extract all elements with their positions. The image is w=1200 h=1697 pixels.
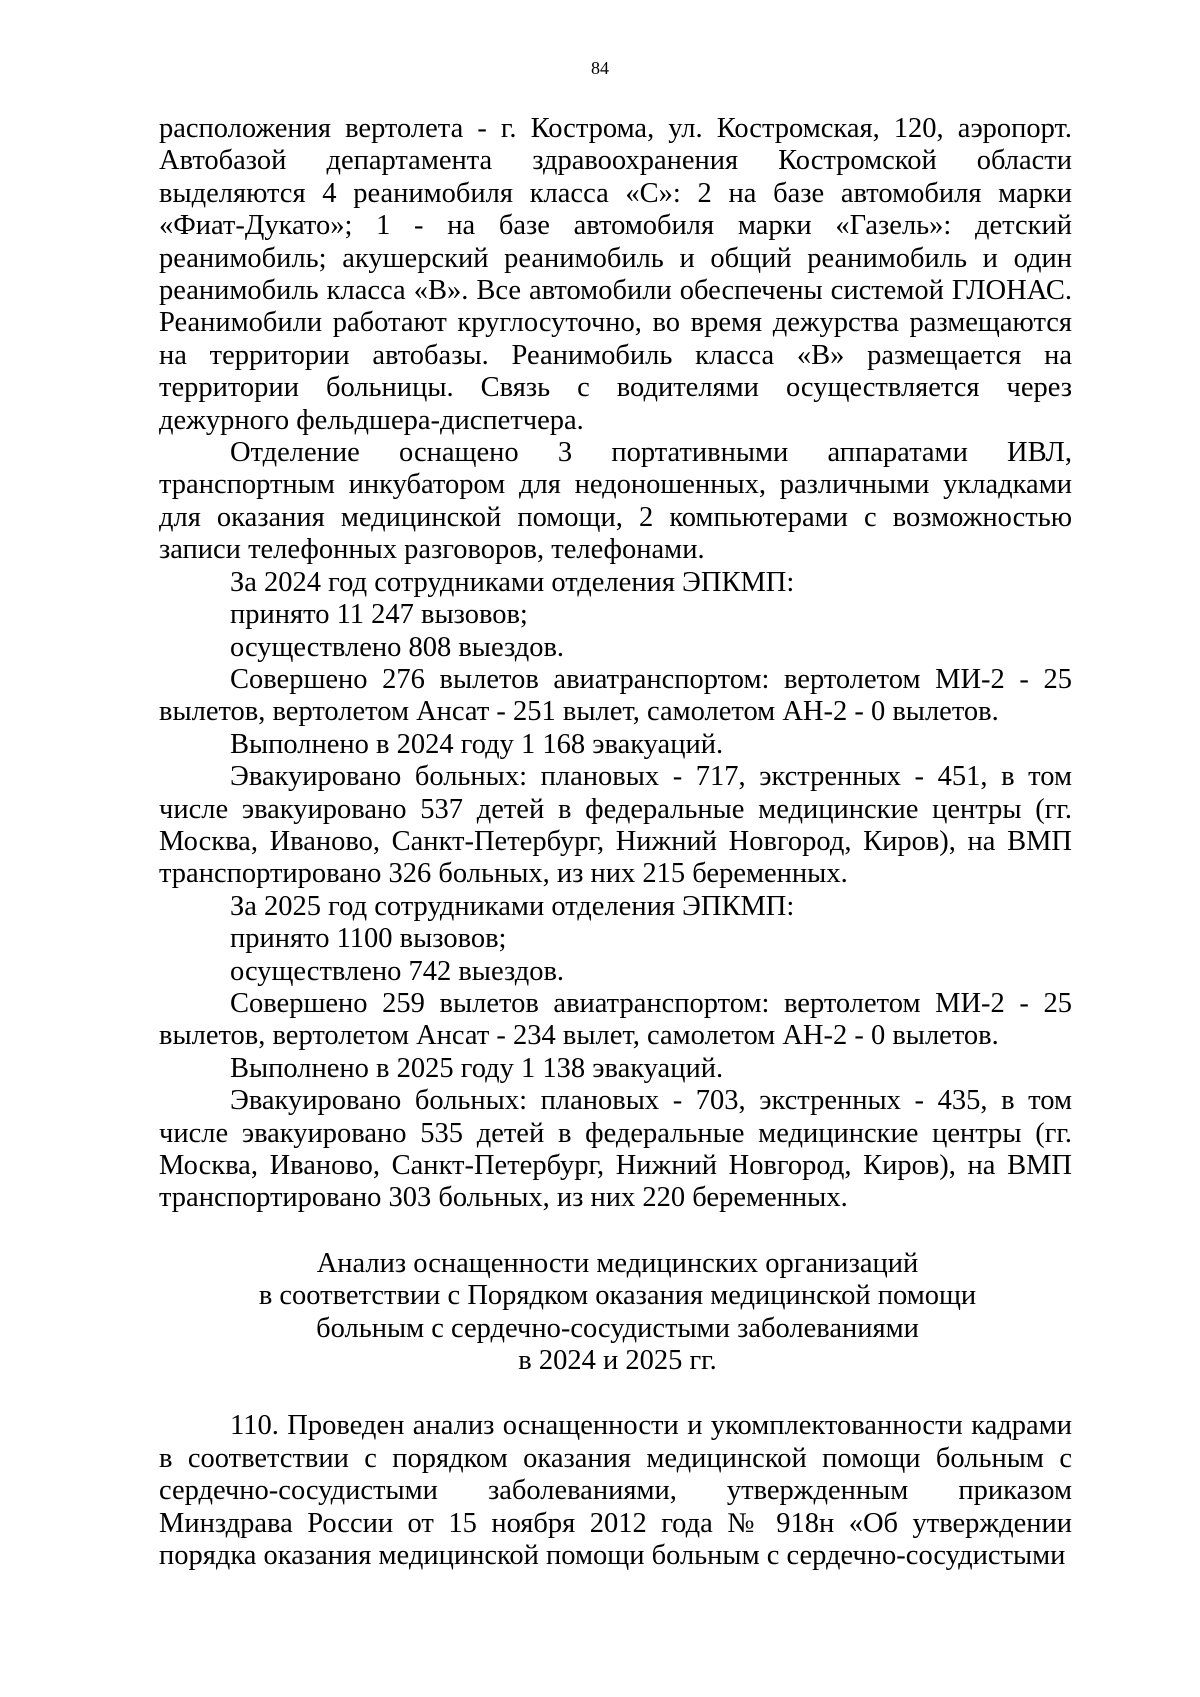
line-2025-intro: За 2025 год сотрудниками отделения ЭПКМП:: [230, 890, 795, 922]
paragraph-2025-evacuated: Эвакуировано больных: плановых - 703, экстренных - 435, в том числе эвакуировано 535 детей в федеральные медицинские центры (гг. Москва, Иваново, Санкт-Петербург, Нижний Новгород, Киров), на ВМП транспортировано 303 больных, из них 220 беременных.: [159, 1085, 1072, 1214]
spacer: [159, 1215, 1072, 1248]
page-body: [159, 113, 1072, 1572]
paragraph-helicopter-ambulances: расположения вертолета - г. Кострома, ул. Костромская, 120, аэропорт. Автобазой департамента здравоохранения Костромской области выделяются 4 реанимобиля класса «С»: 2 на базе автомобиля марки «Фиат-Дукато»; 1 - на базе автомобиля марки «Газель»: детский реанимобиль; акушерский реанимобиль и общий реанимобиль и один реанимобиль класса «В». Все автомобили обеспечены системой ГЛОНАС. Реанимобили работают круглосуточно, во время дежурства размещаются на территории автобазы. Реанимобиль класса «В» размещается на территории больницы. Связь с водителями осуществляется через дежурного фельдшера-диспетчера.: [159, 113, 1072, 436]
paragraph-equipment: Отделение оснащено 3 портативными аппаратами ИВЛ, транспортным инкубатором для недоношенных, различными укладками для оказания медицинской помощи, 2 компьютерами с возможностью записи телефонных разговоров, телефонами.: [159, 437, 1072, 566]
section-heading: [159, 1248, 1072, 1378]
section-heading-line: больным с сердечно-сосудистыми заболеваниями: [316, 1312, 919, 1344]
spacer: [159, 1377, 1072, 1410]
paragraph-2024-flights: Совершено 276 вылетов авиатранспортом: вертолетом МИ-2 - 25 вылетов, вертолетом Ансат - 251 вылет, самолетом АН-2 - 0 вылетов.: [159, 663, 1072, 728]
line-2025-evacuations: Выполнено в 2025 году 1 138 эвакуаций.: [230, 1052, 724, 1084]
line-2024-calls: принято 11 247 вызовов;: [230, 599, 528, 631]
section-heading-line: Анализ оснащенности медицинских организаций: [316, 1247, 919, 1279]
line-2025-trips: осуществлено 742 выездов.: [230, 955, 565, 987]
section-heading-line: в 2024 и 2025 гг.: [518, 1345, 717, 1377]
paragraph-110: 110. Проведен анализ оснащенности и укомплектованности кадрами в соответствии с порядком оказания медицинской помощи больным с сердечно-сосудистыми заболеваниями, утвержденным приказом Минздрава России от 15 ноября 2012 года № 918н «Об утверждении порядка оказания медицинской помощи больным с сердечно-сосудистыми: [159, 1410, 1072, 1572]
paragraph-2025-flights: Совершено 259 вылетов авиатранспортом: вертолетом МИ-2 - 25 вылетов, вертолетом Ансат - 234 вылет, самолетом АН-2 - 0 вылетов.: [159, 987, 1072, 1052]
section-heading-line: в соответствии с Порядком оказания медицинской помощи: [258, 1280, 977, 1312]
page-number: 84: [591, 58, 609, 78]
paragraph-2024-evacuated: Эвакуировано больных: плановых - 717, экстренных - 451, в том числе эвакуировано 537 детей в федеральные медицинские центры (гг. Москва, Иваново, Санкт-Петербург, Нижний Новгород, Киров), на ВМП транспортировано 326 больных, из них 215 беременных.: [159, 761, 1072, 890]
line-2024-trips: осуществлено 808 выездов.: [230, 631, 565, 663]
line-2024-intro: За 2024 год сотрудниками отделения ЭПКМП:: [230, 566, 795, 598]
line-2025-calls: принято 1100 вызовов;: [230, 923, 507, 955]
line-2024-evacuations: Выполнено в 2024 году 1 168 эвакуаций.: [230, 728, 724, 760]
